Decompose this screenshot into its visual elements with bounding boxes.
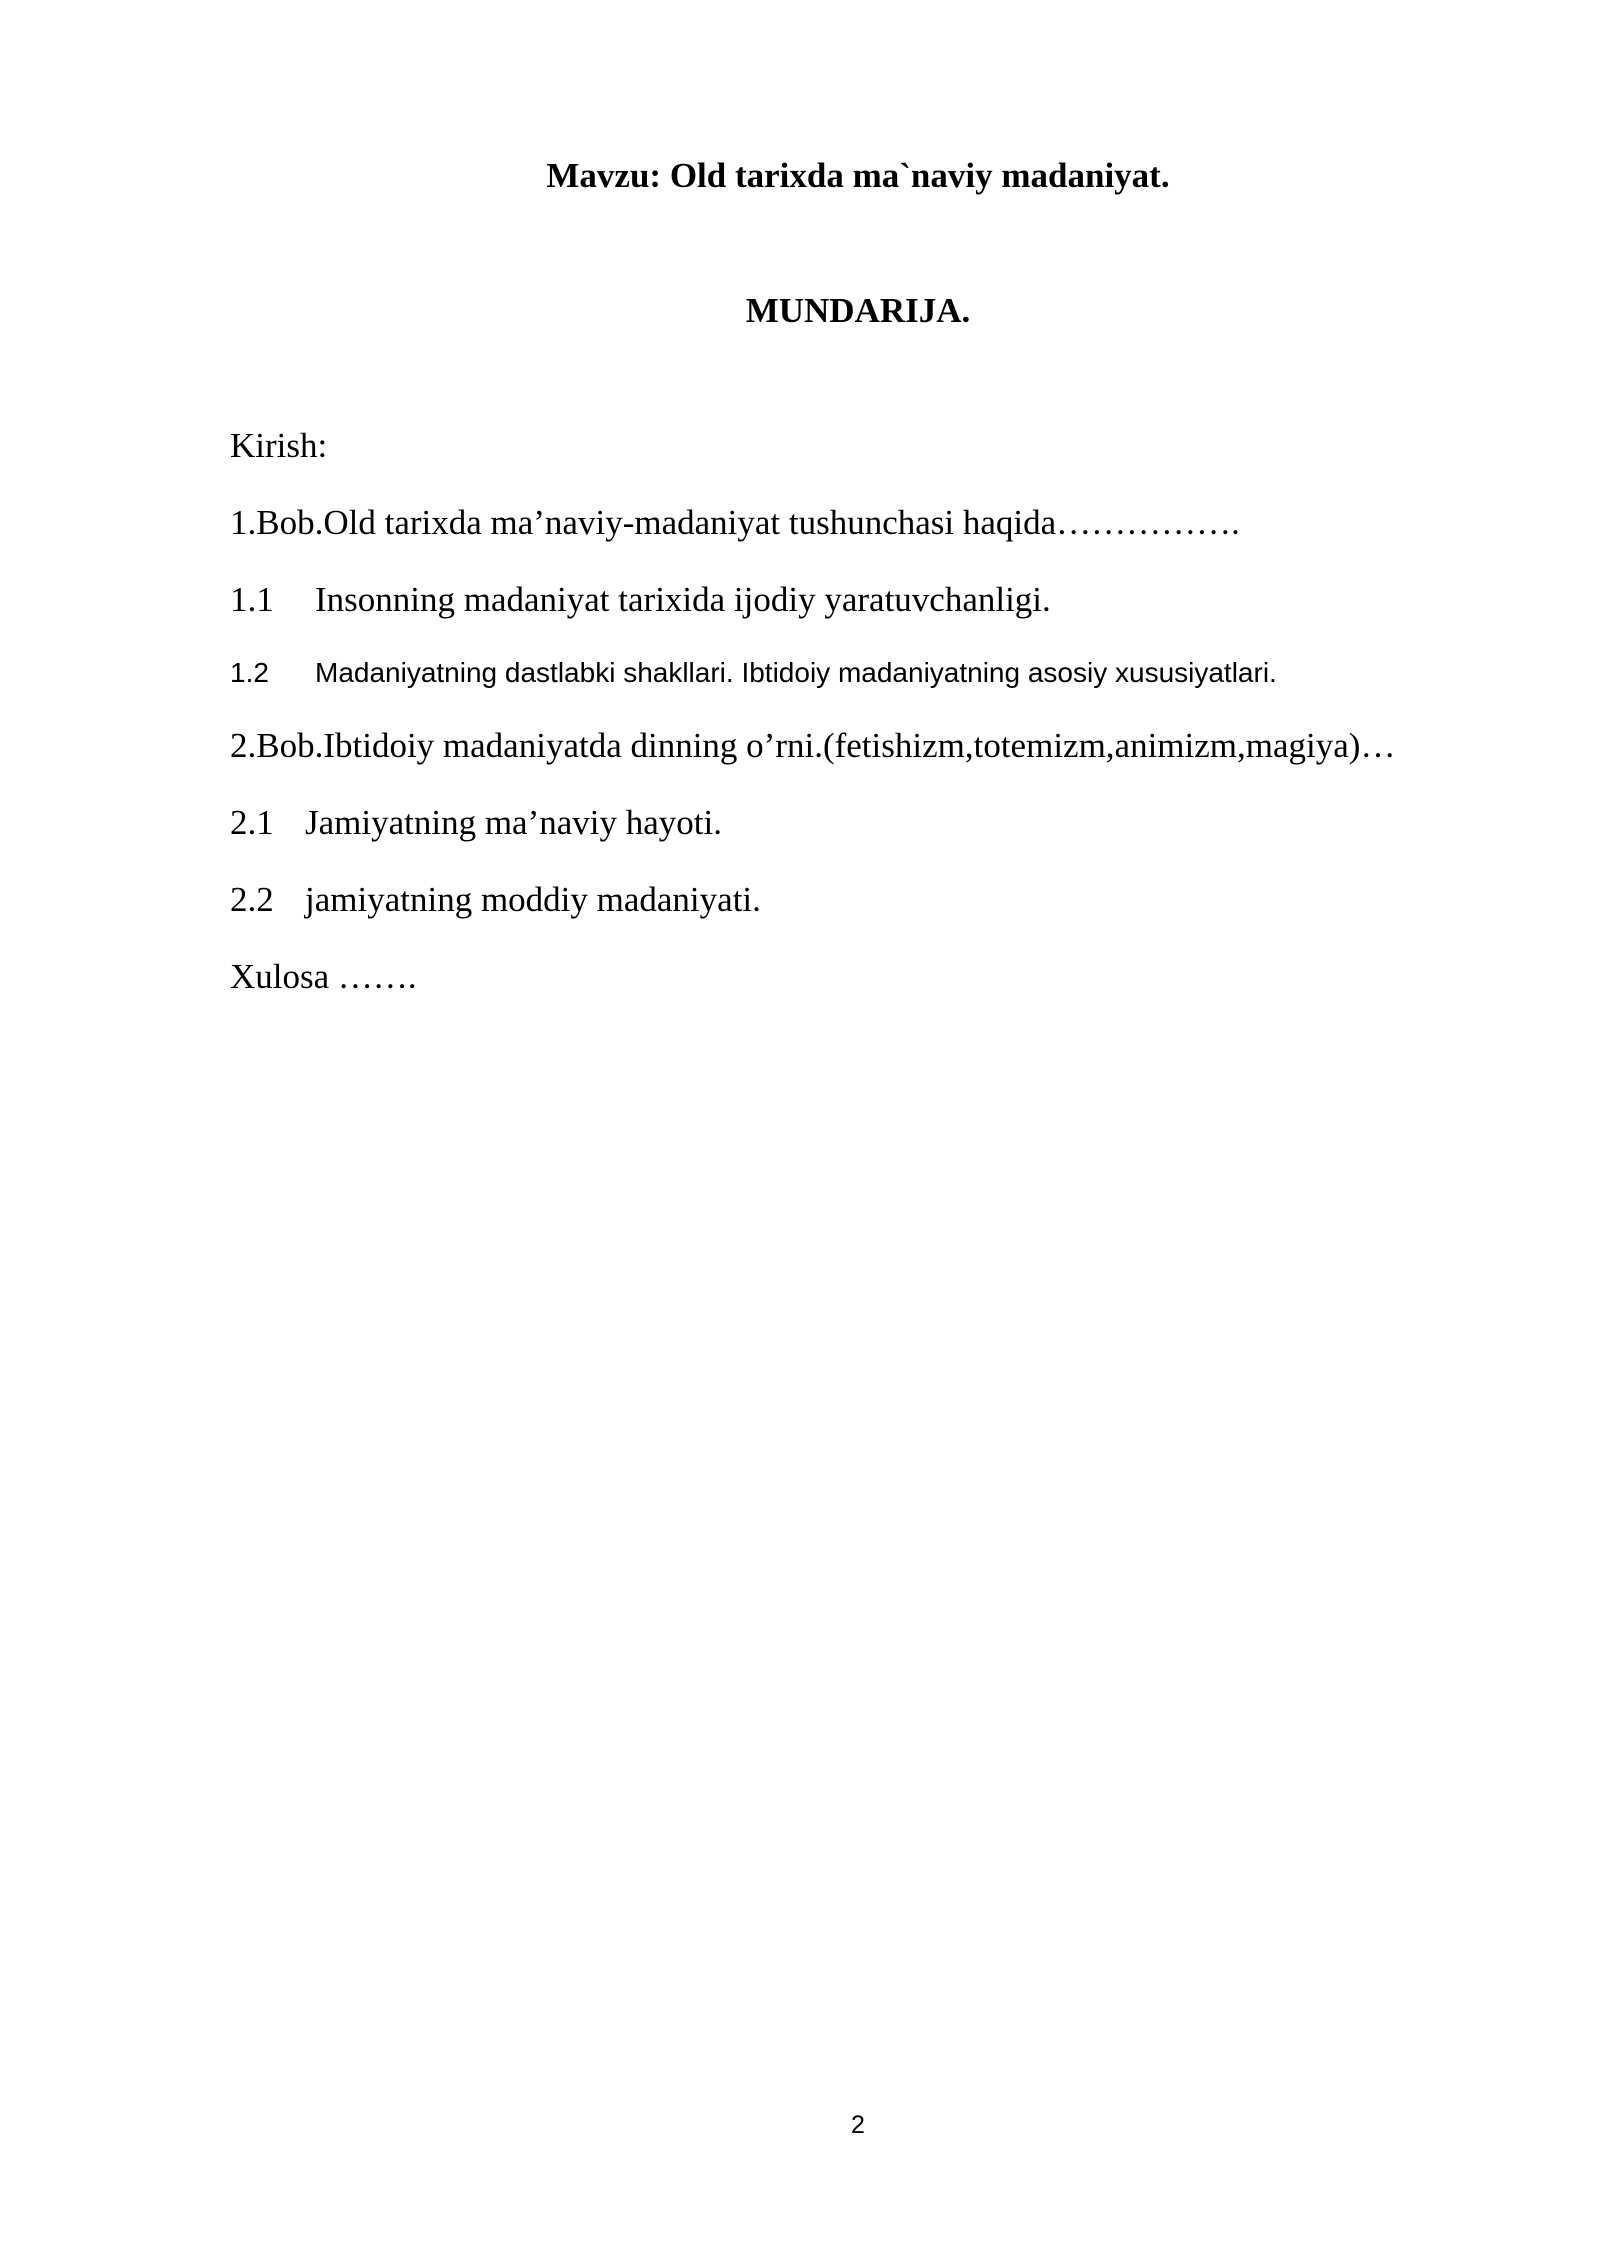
section-title: jamiyatning moddiy madaniyati. xyxy=(305,880,761,919)
toc-item-section-2-2 xyxy=(230,880,761,920)
toc-item-conclusion: Xulosa ……. xyxy=(230,957,417,996)
toc-item-chapter-1: 1.Bob.Old tarixda ma’naviy-madaniyat tushunchasi haqida……………. xyxy=(230,503,1240,542)
section-title: Jamiyatning ma’naviy hayoti. xyxy=(305,803,722,842)
table-of-contents-title: MUNDARIJA. xyxy=(745,291,971,330)
toc-item-introduction: Kirish: xyxy=(230,426,328,465)
toc-item-chapter-2: 2.Bob.Ibtidoiy madaniyatda dinning o’rni.(fetishizm,totemizm,animizm,magiya)… xyxy=(230,726,1396,765)
topic-heading: Mavzu: Old tarixda ma`naviy madaniyat. xyxy=(546,156,1170,195)
toc-item-section-1-2 xyxy=(230,656,1277,690)
toc-item-section-1-1 xyxy=(230,580,1051,620)
toc-item-section-2-1 xyxy=(230,803,722,843)
section-title: Madaniyatning dastlabki shakllari. Ibtidoiy madaniyatning asosiy xususiyatlari. xyxy=(315,657,1277,688)
section-title: Insonning madaniyat tarixida ijodiy yaratuvchanligi. xyxy=(315,580,1051,619)
section-number: 1.2 xyxy=(230,657,269,688)
section-number: 2.2 xyxy=(230,880,274,919)
section-number: 2.1 xyxy=(230,803,274,842)
section-number: 1.1 xyxy=(230,580,274,619)
page-number: 2 xyxy=(851,2111,865,2139)
